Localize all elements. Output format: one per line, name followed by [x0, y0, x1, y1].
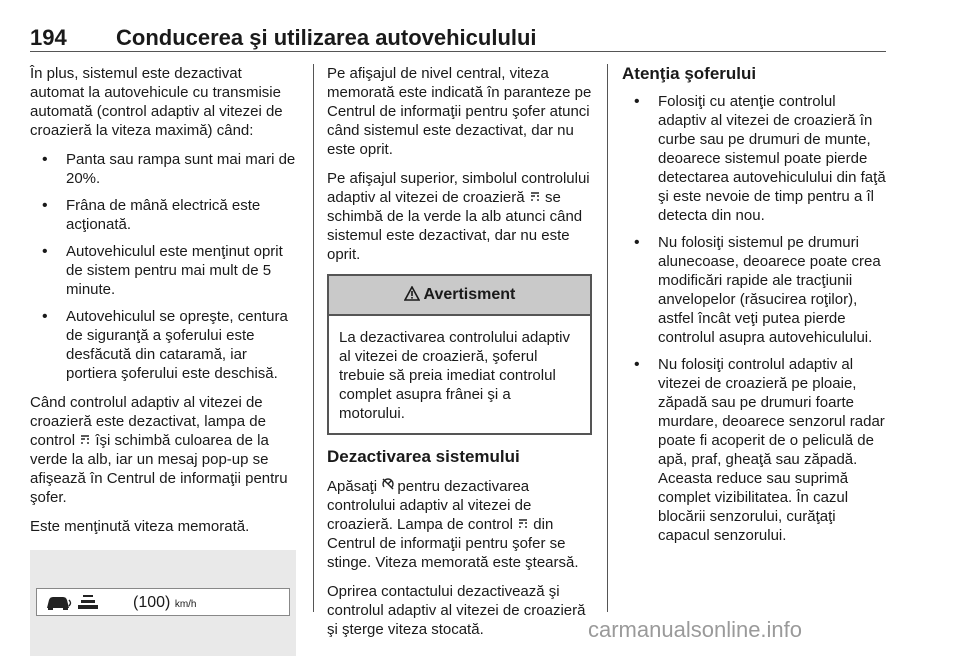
list-item: • Autovehiculul se opreşte, centura de siguranţă a şoferului este desfăcută din cataramă, iar portiera şoferului este deschisă.: [30, 307, 300, 383]
list-item: • Nu folosiţi sistemul pe drumuri alunecoase, deoarece poate crea modificări rapide ale tracţiunii anvelopelor (răsucirea roţilor), astfel încât veţi putea pierde controlul asupra autovehiculului.: [622, 233, 888, 347]
list-item: • Panta sau rampa sunt mai mari de 20%.: [30, 150, 300, 188]
intro-paragraph: În plus, sistemul este dezactivat automat la autovehicule cu transmisie automată (control adaptiv al vitezei de croazieră la viteza maximă) când:: [30, 65, 283, 139]
memorized-speed: (100) km/h: [133, 594, 197, 611]
warning-title: Avertisment: [423, 286, 516, 303]
column-1: [30, 64, 300, 656]
section-title-driver-attention: Atenţia şoferului: [622, 64, 757, 83]
deactivation-paragraph: Apăsaţi pentru dezactivarea controlului adaptiv al vitezei de croazieră. Lampa de control din Centrul de informaţii pentru şofer se stinge. Viteza memorată este ştearsă.: [327, 478, 579, 571]
list-item: • Autovehiculul este menţinut oprit de sistem pentru mai mult de 5 minute.: [30, 242, 300, 299]
column-2: [327, 64, 592, 649]
central-display-paragraph: Pe afişajul de nivel central, viteza memorată este indicată în paranteze pe Centrul de informaţii pentru şofer atunci când sistemul este dezactivat, dar nu este oprit.: [327, 65, 592, 158]
ignition-off-paragraph: Oprirea contactului dezactivează şi controlul adaptiv al vitezei de croazieră şi şterge viteza stocată.: [327, 583, 586, 638]
page-number: 194: [30, 25, 67, 50]
warning-body: La dezactivarea controlului adaptiv al vitezei de croazieră, şoferul trebuie să preia imediat controlul complet asupra frânei şi a motorului.: [339, 329, 570, 422]
deactivation-conditions-list: [30, 150, 300, 383]
distance-bars-icon: [77, 594, 99, 615]
warning-triangle-icon: [404, 286, 424, 303]
list-item: • Nu folosiţi controlul adaptiv al vitezei de croazieră pe ploaie, zăpadă sau pe drumuri foarte murdare, deoarece senzorul radar poate fi acoperit de o peliculă de apă, praf, gheaţă sau zăpadă. Aceasta reduce sau suprimă complet vizibilitatea. În cazul blocării senzorului, curăţaţi capacul senzorului.: [622, 355, 888, 545]
adaptive-cruise-car-icon: [45, 595, 73, 616]
page-title: Conducerea şi utilizarea autovehiculului: [116, 25, 537, 50]
display-bar: [36, 588, 290, 616]
section-title-deactivation: Dezactivarea sistemului: [327, 447, 520, 466]
list-item: • Folosiţi cu atenţie controlul adaptiv al vitezei de croazieră în curbe sau pe drumuri de munte, deoarece sistemul poate pierde detectarea autovehiculului din faţă şi este nevoie de timp pentru a îl detecta din nou.: [622, 92, 888, 225]
cruise-off-button-icon: [381, 477, 393, 496]
cruise-control-lamp-icon: [517, 515, 529, 534]
driver-info-display: [30, 550, 296, 656]
column-divider-1: [313, 64, 314, 612]
column-3: [622, 64, 888, 555]
warning-box: [327, 274, 592, 435]
driver-attention-list: [622, 92, 888, 545]
list-item: • Frâna de mână electrică este acţionată.: [30, 196, 300, 234]
upper-display-paragraph: Pe afişajul superior, simbolul controlului adaptiv al vitezei de croazieră se schimbă de la verde la alb atunci când sistemul este dezactivat, dar nu este oprit.: [327, 170, 590, 263]
lamp-paragraph: Când controlul adaptiv al vitezei de croazieră este dezactivat, lampa de control îşi schimbă culoarea de la verde la alb, iar un mesaj pop-up se afişează în Centrul de informaţii pentru şofer.: [30, 394, 288, 506]
watermark: carmanualsonline.info: [588, 617, 803, 642]
warning-header: [329, 276, 590, 316]
memorized-speed-paragraph: Este menţinută viteza memorată.: [30, 518, 250, 535]
header-rule: [30, 51, 886, 52]
cruise-control-lamp-icon: [79, 431, 91, 450]
cruise-control-symbol-icon: [529, 188, 541, 207]
column-divider-2: [607, 64, 608, 612]
page-header: [30, 25, 886, 51]
